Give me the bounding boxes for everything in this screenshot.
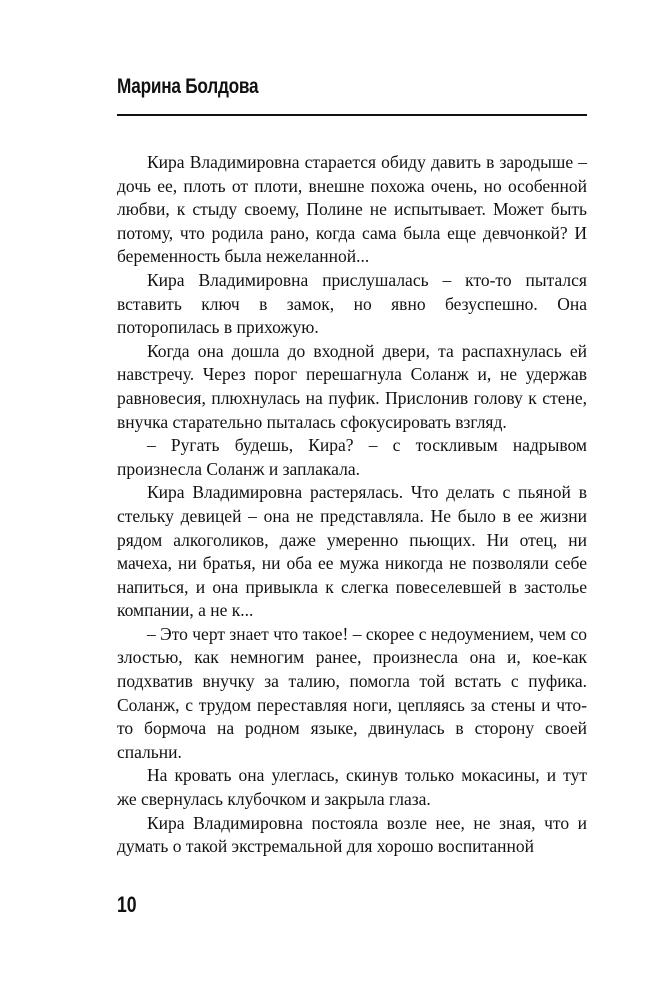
paragraph: – Ругать будешь, Кира? – с тоскливым надрывом произнесла Соланж и заплакала.: [117, 435, 587, 479]
paragraph: На кровать она улеглась, скинув только мокасины, и тут же свернулась клубочком и закрыла глаза.: [117, 765, 587, 810]
page-number: 10: [117, 892, 137, 917]
paragraph: Когда она дошла до входной двери, та распахнулась ей навстречу. Через порог перешагнула Соланж и, не удержав равновесия, плюхнулась на пуфик. Прислонив голову к стене, внучка старательно пыталась сфокусировать взгляд.: [117, 340, 587, 432]
paragraph: Кира Владимировна прислушалась – кто-то пытался вставить ключ в замок, но явно безуспешно. Она поторопилась в прихожую.: [117, 269, 587, 338]
running-head-author: Марина Болдова: [117, 75, 259, 98]
paragraph: Кира Владимировна постояла возле нее, не зная, что и думать о такой экстремальной для хорошо воспитанной: [117, 812, 587, 857]
body-text: [117, 151, 587, 859]
header-rule: [117, 114, 587, 116]
paragraph: Кира Владимировна растерялась. Что делать с пьяной в стельку девицей – она не представляла. Не было в ее жизни рядом алкоголиков, даже умеренно пьющих. Ни отец, ни мачеха, ни братья, ни оба ее мужа никогда не позволяли себе напиться, и она привыкла к слегка повеселевшей в застолье компании, а не к...: [117, 482, 587, 621]
paragraph: – Это черт знает что такое! – скорее с недоумением, чем со злостью, как немногим ранее, произнесла она и, кое-как подхватив внучку за талию, помогла той встать с пуфика. Соланж, с трудом переставляя ноги, цепляясь за стены и что-то бормоча на родном языке, двинулась в сторону своей спальни.: [117, 623, 587, 762]
paragraph: Кира Владимировна старается обиду давить в зародыше – дочь ее, плоть от плоти, внешне похожа очень, но особенной любви, к стыду своему, Полине не испытывает. Может быть потому, что родила рано, когда сама была еще девчонкой? И беременность была нежеланной...: [117, 152, 587, 267]
